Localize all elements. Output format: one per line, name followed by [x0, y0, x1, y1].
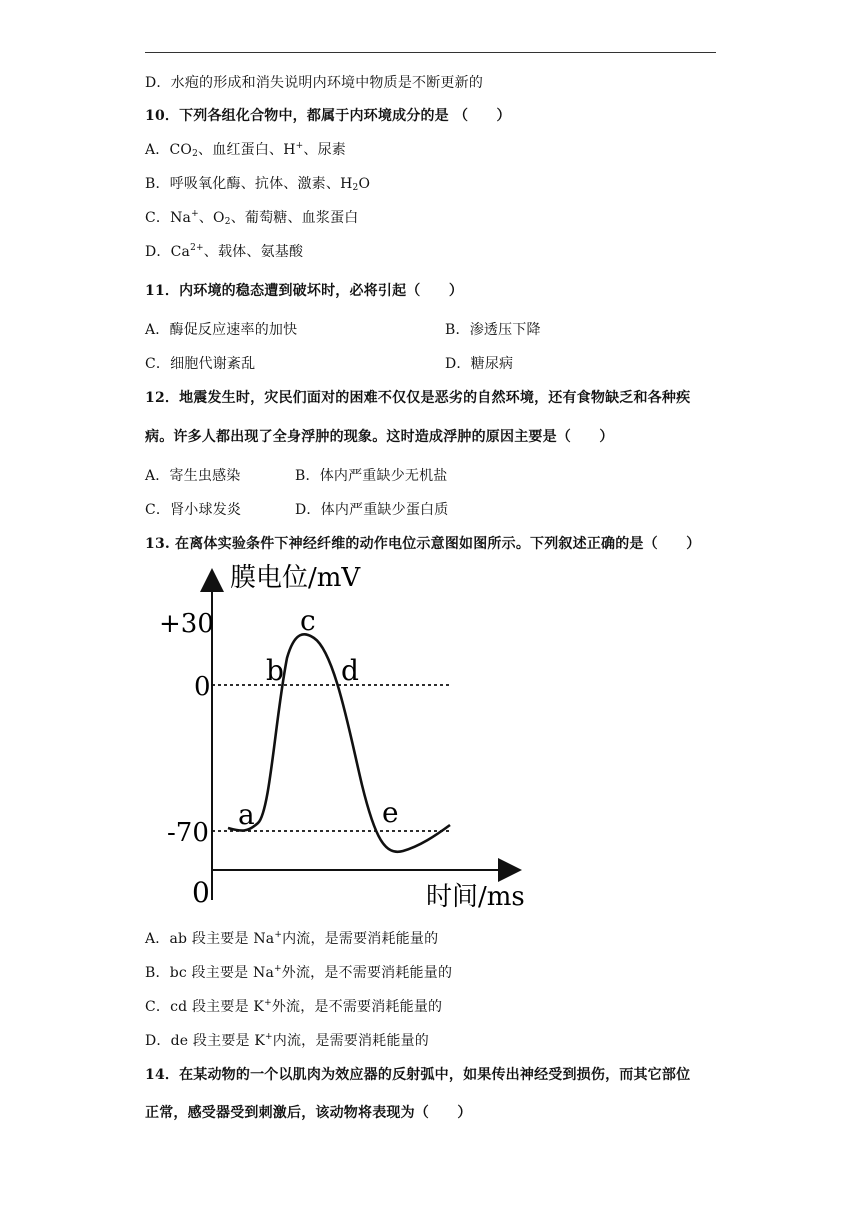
- superscript: 2+: [190, 243, 204, 253]
- text: 、载体、氨基酸: [203, 244, 304, 260]
- text: C．Na: [145, 210, 192, 226]
- q12-stem-line2: 病。许多人都出现了全身浮肿的现象。这时造成浮肿的原因主要是（ ）: [145, 429, 614, 445]
- origin-label: 0: [192, 876, 210, 909]
- q9-option-d: D．水疱的形成和消失说明内环境中物质是不断更新的: [145, 75, 484, 91]
- q10-option-d: [145, 243, 303, 261]
- text: 、O: [198, 210, 225, 226]
- q13-stem: 13. 在离体实验条件下神经纤维的动作电位示意图如图所示。下列叙述正确的是（ ）: [145, 536, 701, 552]
- q13-option-a: [145, 930, 438, 948]
- text: 外流，是不需要消耗能量的: [281, 965, 453, 981]
- q14-stem-line1: 14．在某动物的一个以肌肉为效应器的反射弧中，如果传出神经受到损伤，而其它部位: [145, 1067, 691, 1083]
- text: D．Ca: [145, 244, 191, 260]
- text: 内流，是需要消耗能量的: [282, 931, 439, 947]
- text: O: [358, 176, 371, 192]
- q11-stem: 11．内环境的稳态遭到破坏时，必将引起（ ）: [145, 283, 464, 299]
- tick-zero: 0: [194, 672, 211, 702]
- q10-option-c: [145, 209, 359, 227]
- tick-minus70: -70: [167, 818, 209, 848]
- q12-option-a: A．寄生虫感染: [145, 468, 241, 484]
- text: 、血红蛋白、H: [198, 142, 296, 158]
- superscript: +: [295, 141, 304, 151]
- superscript: +: [274, 930, 283, 940]
- text: 内流，是需要消耗能量的: [272, 1033, 429, 1049]
- q13-option-d: [145, 1032, 429, 1050]
- text: C．cd 段主要是 K: [145, 999, 265, 1015]
- text: A．CO: [145, 142, 193, 158]
- q14-stem-line2: 正常，感受器受到刺激后，该动物将表现为（ ）: [145, 1105, 472, 1121]
- q12-stem-line1: 12．地震发生时，灾民们面对的困难不仅仅是恶劣的自然环境，还有食物缺乏和各种疾: [145, 390, 691, 406]
- text: B．呼吸氧化酶、抗体、激素、H: [145, 176, 353, 192]
- subscript: 2: [192, 149, 199, 159]
- text: A．ab 段主要是 Na: [145, 931, 275, 947]
- q12-option-b: B．体内严重缺少无机盐: [295, 468, 448, 484]
- text: D．de 段主要是 K: [145, 1033, 266, 1049]
- superscript: +: [274, 964, 282, 974]
- point-c-label: c: [300, 604, 316, 637]
- q11-option-b: B．渗透压下降: [445, 322, 541, 338]
- header-rule: [145, 52, 716, 53]
- point-b-label: b: [266, 654, 284, 687]
- q12-option-c: C．肾小球发炎: [145, 502, 242, 518]
- text: 、尿素: [303, 142, 347, 158]
- q12-option-d: D．体内严重缺少蛋白质: [295, 502, 449, 518]
- subscript: 2: [352, 183, 359, 193]
- q13-option-b: [145, 964, 452, 982]
- action-potential-figure: [150, 560, 530, 915]
- q13-option-c: [145, 998, 442, 1016]
- text: 外流，是不需要消耗能量的: [271, 999, 443, 1015]
- q10-stem: 10．下列各组化合物中，都属于内环境成分的是 （ ）: [145, 108, 511, 124]
- q11-option-a: A．酶促反应速率的加快: [145, 322, 298, 338]
- superscript: +: [191, 209, 199, 219]
- point-d-label: d: [341, 654, 359, 687]
- superscript: +: [265, 1032, 273, 1042]
- y-axis-label: 膜电位/mV: [230, 563, 361, 593]
- tick-plus30: +30: [159, 609, 214, 639]
- superscript: +: [264, 998, 272, 1008]
- text: 、葡萄糖、血浆蛋白: [230, 210, 359, 226]
- q11-option-c: C．细胞代谢紊乱: [145, 356, 256, 372]
- q10-option-b: [145, 175, 370, 193]
- action-potential-curve: [228, 634, 450, 852]
- x-axis-label: 时间/ms: [426, 882, 525, 912]
- point-e-label: e: [382, 796, 399, 829]
- q10-option-a: [145, 141, 346, 159]
- q11-option-d: D．糖尿病: [445, 356, 514, 372]
- text: B．bc 段主要是 Na: [145, 965, 274, 981]
- subscript: 2: [224, 217, 231, 227]
- point-a-label: a: [238, 798, 255, 831]
